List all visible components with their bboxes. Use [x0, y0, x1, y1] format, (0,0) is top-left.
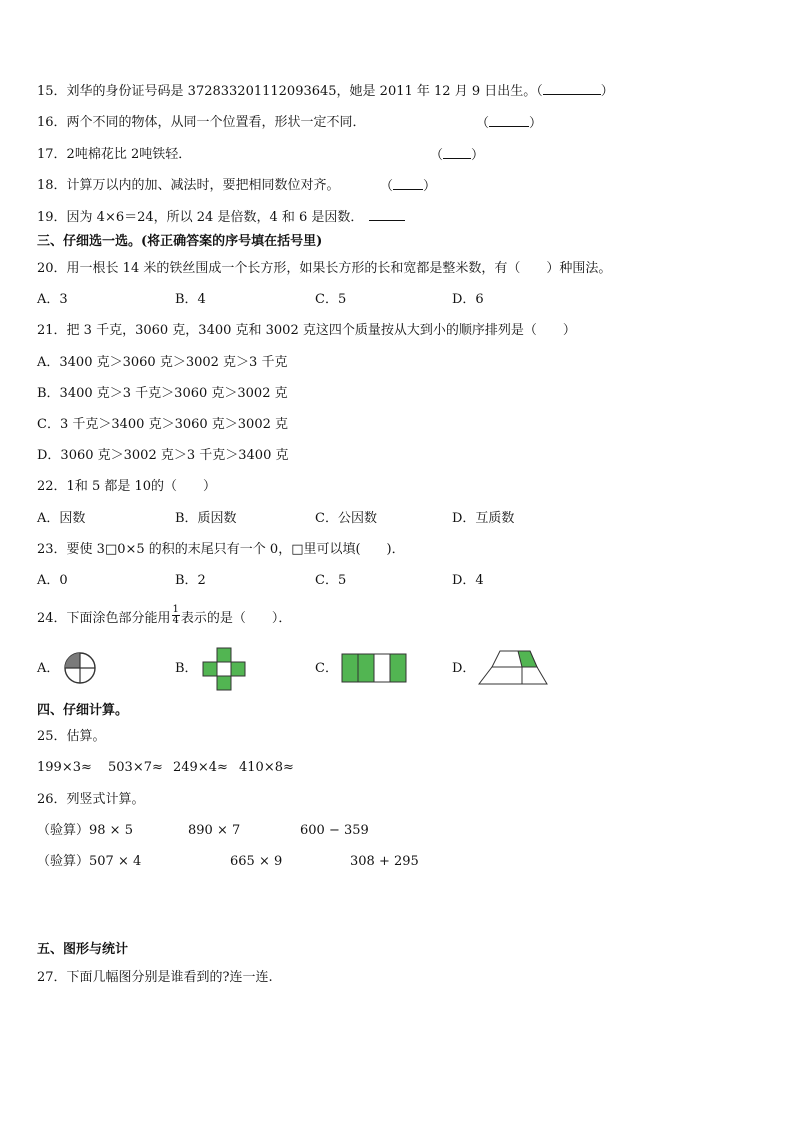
question-24-text: 24．下面涂色部分能用	[37, 611, 171, 626]
option-c[interactable]: C．5	[315, 292, 347, 307]
answer-paren: ）	[471, 148, 485, 163]
question-20: 20．用一根长 14 米的铁丝围成一个长方形，如果长方形的长和宽都是整米数，有（ ）种围法。	[37, 261, 612, 276]
question-22: 22．1和 5 都是 10的（ ）	[37, 479, 217, 494]
answer-paren: ）	[600, 84, 614, 99]
calc-item: （验算）507 × 4	[37, 854, 142, 869]
fraction-one-quarter	[172, 605, 180, 626]
question-23: 23．要使 3□0×5 的积的末尾只有一个 0，□里可以填( )．	[37, 542, 405, 557]
option-a[interactable]: A．3	[37, 292, 68, 307]
question-19-text: 19．因为 4×6＝24，所以 24 是倍数，4 和 6 是因数．	[37, 210, 364, 225]
question-17-answer	[430, 146, 484, 165]
question-27: 27．下面几幅图分别是谁看到的?连一连.	[37, 970, 273, 985]
fraction-denominator: 4	[172, 615, 179, 626]
cross-squares-figure[interactable]	[202, 647, 246, 691]
estimate-item: 410×8≈	[239, 760, 294, 775]
answer-blank[interactable]	[489, 114, 529, 127]
section-5-heading: 五、图形与统计	[37, 942, 129, 957]
option-b[interactable]: B．质因数	[175, 511, 237, 526]
circle-quarter-figure[interactable]	[63, 651, 97, 685]
option-a[interactable]: A．0	[37, 573, 68, 588]
option-a[interactable]: A．因数	[37, 511, 86, 526]
answer-paren: （	[430, 148, 444, 163]
question-18-answer	[380, 177, 436, 196]
estimate-item: 199×3≈	[37, 760, 92, 775]
estimate-item: 503×7≈	[108, 760, 163, 775]
option-a[interactable]: A．	[37, 661, 60, 676]
calc-item: 308 + 295	[350, 854, 419, 869]
fraction-numerator: 1	[172, 604, 179, 615]
answer-paren: （	[536, 84, 543, 99]
question-21: 21．把 3 千克，3060 克，3400 克和 3002 克这四个质量按从大到小的顺序排列是（ ）	[37, 323, 576, 338]
question-17	[37, 146, 191, 164]
question-24	[37, 604, 292, 629]
calc-item: 600 − 359	[300, 823, 369, 838]
question-26: 26．列竖式计算。	[37, 792, 145, 807]
option-d[interactable]: D．6	[452, 292, 484, 307]
option-d[interactable]: D．	[452, 661, 476, 676]
option-d[interactable]: D．互质数	[452, 511, 515, 526]
answer-paren: （	[476, 116, 490, 131]
question-25: 25．估算。	[37, 729, 106, 744]
answer-blank[interactable]	[443, 146, 471, 159]
answer-blank[interactable]	[543, 82, 601, 95]
option-b[interactable]: B．	[175, 661, 198, 676]
calc-item: （验算）98 × 5	[37, 823, 133, 838]
estimate-item: 249×4≈	[173, 760, 228, 775]
answer-blank[interactable]	[393, 177, 423, 190]
option-b[interactable]: B．3400 克＞3 千克＞3060 克＞3002 克	[37, 386, 288, 401]
option-d[interactable]: D．3060 克＞3002 克＞3 千克＞3400 克	[37, 448, 289, 463]
question-18	[37, 177, 340, 195]
answer-blank[interactable]	[369, 208, 405, 221]
answer-paren: ）	[423, 179, 437, 194]
option-c[interactable]: C．5	[315, 573, 347, 588]
question-16-text: 16．两个不同的物体，从同一个位置看，形状一定不同．	[37, 115, 366, 130]
question-24-text-end: 表示的是（ ）．	[180, 611, 292, 626]
answer-paren: ）	[529, 116, 543, 131]
option-c[interactable]: C．3 千克＞3400 克＞3060 克＞3002 克	[37, 417, 288, 432]
question-19	[37, 208, 405, 227]
question-17-text: 17．2吨棉花比 2吨铁轻．	[37, 147, 192, 162]
question-15	[37, 82, 614, 101]
option-d[interactable]: D．4	[452, 573, 484, 588]
option-c[interactable]: C．公因数	[315, 511, 377, 526]
question-18-text: 18．计算万以内的加、减法时，要把相同数位对齐。	[37, 178, 340, 193]
option-b[interactable]: B．4	[175, 292, 206, 307]
question-15-text: 15．刘华的身份证号码是 372833201112093645，她是 2011 年 12 月 9 日出生。	[37, 84, 537, 99]
option-b[interactable]: B．2	[175, 573, 206, 588]
calc-item: 890 × 7	[188, 823, 241, 838]
option-a[interactable]: A．3400 克＞3060 克＞3002 克＞3 千克	[37, 355, 288, 370]
calc-item: 665 × 9	[230, 854, 283, 869]
question-16	[37, 114, 366, 132]
section-3-heading: 三、仔细选一选。(将正确答案的序号填在括号里)	[37, 234, 323, 249]
section-4-heading: 四、仔细计算。	[37, 703, 129, 718]
option-c[interactable]: C．	[315, 661, 338, 676]
rectangle-strips-figure[interactable]	[341, 653, 407, 683]
answer-paren: （	[380, 179, 394, 194]
question-16-answer	[476, 114, 542, 133]
trapezoid-figure[interactable]	[477, 650, 551, 686]
